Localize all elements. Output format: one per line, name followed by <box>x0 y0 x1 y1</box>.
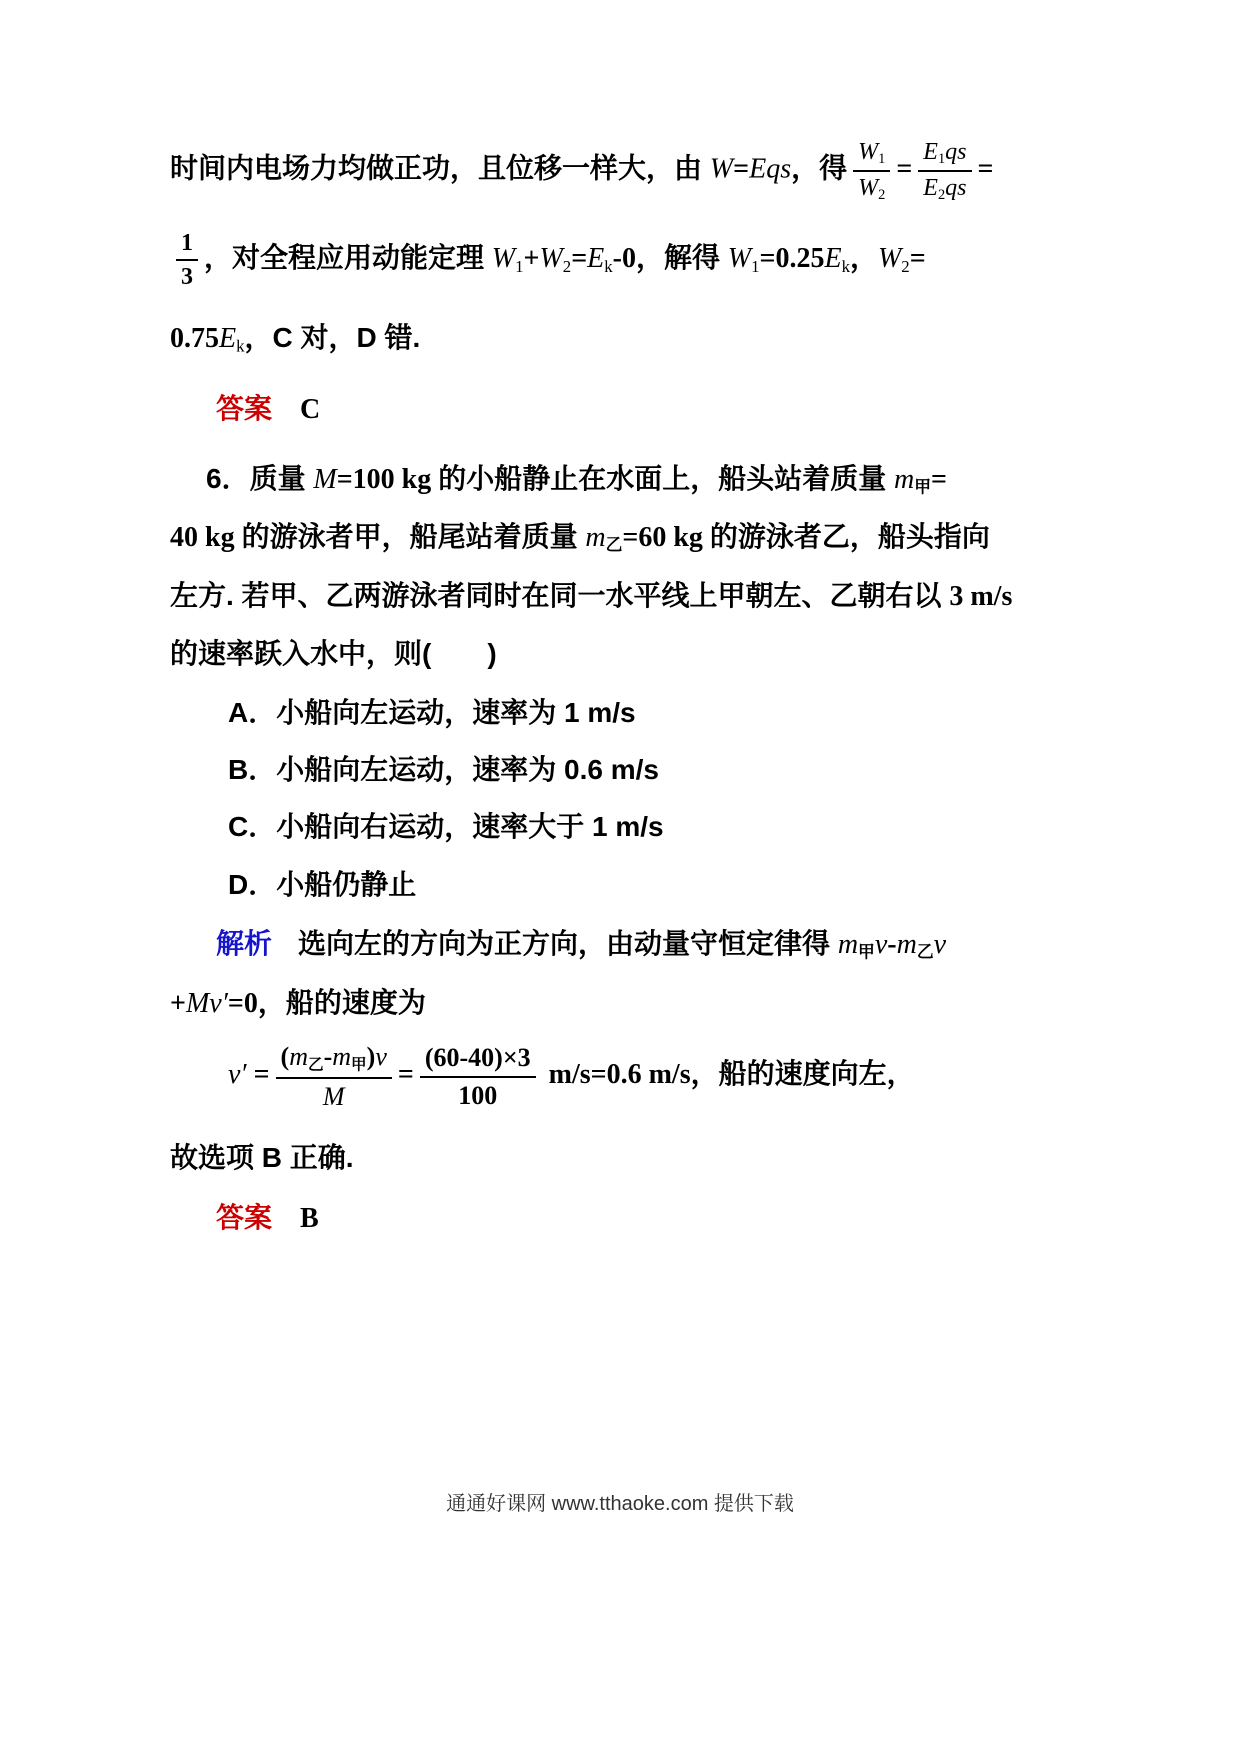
math-run: =60 kg <box>622 522 710 554</box>
math-run: Mv′ <box>185 987 228 1019</box>
text-run: ， <box>849 241 878 273</box>
text-run: 时间内电场力均做正功，且位移一样大，由 <box>170 152 710 184</box>
math-run: v′ <box>228 1058 247 1090</box>
fraction-numerator: (60-40)×3 <box>420 1042 536 1077</box>
solution-line <box>170 229 970 293</box>
math-run: ) <box>366 1041 376 1071</box>
fraction-denominator <box>853 172 890 204</box>
math-run: E <box>587 242 605 274</box>
math-run: m <box>289 1041 308 1071</box>
subscript: k <box>604 256 613 276</box>
math-run: = <box>253 1058 270 1090</box>
question-6-analysis <box>170 922 970 1240</box>
analysis-line <box>170 981 970 1025</box>
question-6-options <box>170 691 970 907</box>
subscript: 1 <box>515 256 524 276</box>
question-6 <box>170 457 1013 906</box>
math-run: 0.75 <box>170 323 219 355</box>
math-run: v <box>874 929 888 961</box>
subscript: 2 <box>878 187 886 204</box>
subscript: k <box>236 336 245 356</box>
fraction-w1-over-w2 <box>853 138 890 205</box>
solution-line <box>170 138 994 205</box>
math-run: m <box>332 1041 352 1071</box>
math-run: v <box>933 929 947 961</box>
math-run: = <box>977 153 994 185</box>
footer-text: 通通好课网 www.tthaoke.com 提供下载 <box>446 1493 794 1515</box>
answer-line-q5 <box>170 387 970 431</box>
math-run: m <box>896 929 917 961</box>
worksheet-content <box>170 138 1013 1254</box>
option-b: B．小船向左运动，速率为 0.6 m/s <box>228 753 659 785</box>
math-run: ( <box>280 1041 290 1071</box>
fraction-one-third <box>176 229 198 293</box>
subscript: 2 <box>937 187 946 204</box>
math-run: 40 kg <box>170 522 242 554</box>
math-run: m/s=0.6 m/s <box>541 1058 691 1090</box>
analysis-line <box>170 922 970 966</box>
math-run: 3 m/s <box>949 580 1013 612</box>
fraction-denominator <box>918 172 971 204</box>
math-run: Eqs <box>749 153 792 185</box>
option-c: C．小船向右运动，速率大于 1 m/s <box>228 811 664 843</box>
text-run: 选向左的方向为正方向，由动量守恒定律得 <box>298 928 838 960</box>
math-run: E <box>824 242 842 274</box>
question-line <box>170 515 990 559</box>
question5-solution <box>170 138 994 431</box>
answer-label: 答案 <box>216 392 273 424</box>
math-run: W <box>709 153 734 185</box>
subscript: 甲 <box>914 477 932 497</box>
math-run: = <box>397 1058 414 1090</box>
math-run: = <box>909 242 926 274</box>
math-run: m <box>894 464 915 495</box>
fraction-e1qs-over-e2qs <box>918 138 971 205</box>
fraction-denominator: 3 <box>181 264 193 291</box>
math-run: qs <box>945 175 967 202</box>
answer-value: B <box>300 1202 319 1234</box>
subscript: 乙 <box>307 1056 324 1074</box>
math-run: m <box>837 929 859 961</box>
text-run: 的游泳者甲，船尾站着质量 <box>241 521 586 553</box>
text-run: ，得 <box>791 152 848 184</box>
fraction-numerator <box>853 138 890 172</box>
velocity-formula <box>170 1041 970 1112</box>
text-run: ，船的速度为 <box>257 986 426 1018</box>
math-run: qs <box>945 139 967 165</box>
math-run: M <box>313 464 337 495</box>
question-line <box>170 457 970 501</box>
math-run: W <box>858 139 879 165</box>
math-run: =100 kg <box>336 464 439 495</box>
math-run: + <box>523 242 540 274</box>
math-run: = <box>896 153 913 185</box>
subscript: 2 <box>901 256 910 276</box>
answer-label: 答案 <box>216 1201 273 1233</box>
answer-value: C <box>300 393 321 425</box>
math-run: - <box>323 1041 333 1071</box>
text-run: 左方. 若甲、乙两游泳者同时在同一水平线上甲朝左、乙朝右以 <box>170 579 950 611</box>
fraction-numbers <box>420 1042 536 1110</box>
math-run: E <box>923 139 938 165</box>
text-run: ，对全程应用动能定理 <box>204 241 492 273</box>
math-run: = <box>931 464 947 495</box>
math-run: v <box>375 1041 387 1071</box>
subscript: 1 <box>878 151 886 168</box>
analysis-label: 解析 <box>216 928 273 960</box>
math-run: W <box>858 175 879 202</box>
math-run: W <box>727 242 752 274</box>
math-run: E <box>219 323 237 355</box>
fraction-denominator <box>276 1079 392 1112</box>
text-run: 的小船静止在水面上，船头站着质量 <box>438 463 894 494</box>
fraction-mass-velocity <box>276 1041 392 1112</box>
text-run: ，船的速度向左， <box>690 1057 915 1089</box>
option-a: A．小船向左运动，速率为 1 m/s <box>228 696 636 728</box>
subscript: 2 <box>562 256 572 276</box>
text-run: 的速率跃入水中，则( ) <box>170 638 497 670</box>
math-run: W <box>877 242 902 274</box>
subscript: 甲 <box>351 1056 367 1074</box>
fraction-numerator: 1 <box>176 229 198 262</box>
math-run: - <box>887 929 897 961</box>
solution-line <box>170 316 970 360</box>
fraction-denominator: 100 <box>458 1080 498 1110</box>
subscript: 乙 <box>605 536 623 556</box>
math-run: E <box>923 175 938 202</box>
subscript: 1 <box>751 256 760 276</box>
text-run: ，C 对，D 错. <box>244 322 421 354</box>
subscript: k <box>841 256 850 276</box>
math-run: -0 <box>612 242 636 274</box>
subscript: 1 <box>937 151 946 168</box>
text-run: ，解得 <box>635 241 728 273</box>
text-run: 的游泳者乙，船头指向 <box>709 521 990 553</box>
math-run: W <box>491 242 516 274</box>
fraction-numerator <box>918 138 971 172</box>
math-run: W <box>539 242 563 274</box>
math-run: = <box>733 153 750 185</box>
question-line <box>170 574 1013 618</box>
option-d: D．小船仍静止 <box>228 868 417 900</box>
question-line <box>170 632 970 676</box>
math-run: = <box>571 242 588 274</box>
conclusion-line: 故选项 B 正确. <box>170 1142 354 1174</box>
math-run: =0.25 <box>759 242 825 274</box>
page-footer <box>0 1487 1240 1516</box>
text-run: 6．质量 <box>206 463 314 494</box>
subscript: 甲 <box>858 942 875 962</box>
answer-line-q6 <box>170 1196 970 1240</box>
subscript: 乙 <box>916 942 934 962</box>
math-run: m <box>585 522 606 554</box>
math-run: =0 <box>227 987 258 1019</box>
fraction-numerator <box>276 1041 392 1079</box>
math-run: + <box>170 987 186 1019</box>
math-run: M <box>322 1081 345 1111</box>
